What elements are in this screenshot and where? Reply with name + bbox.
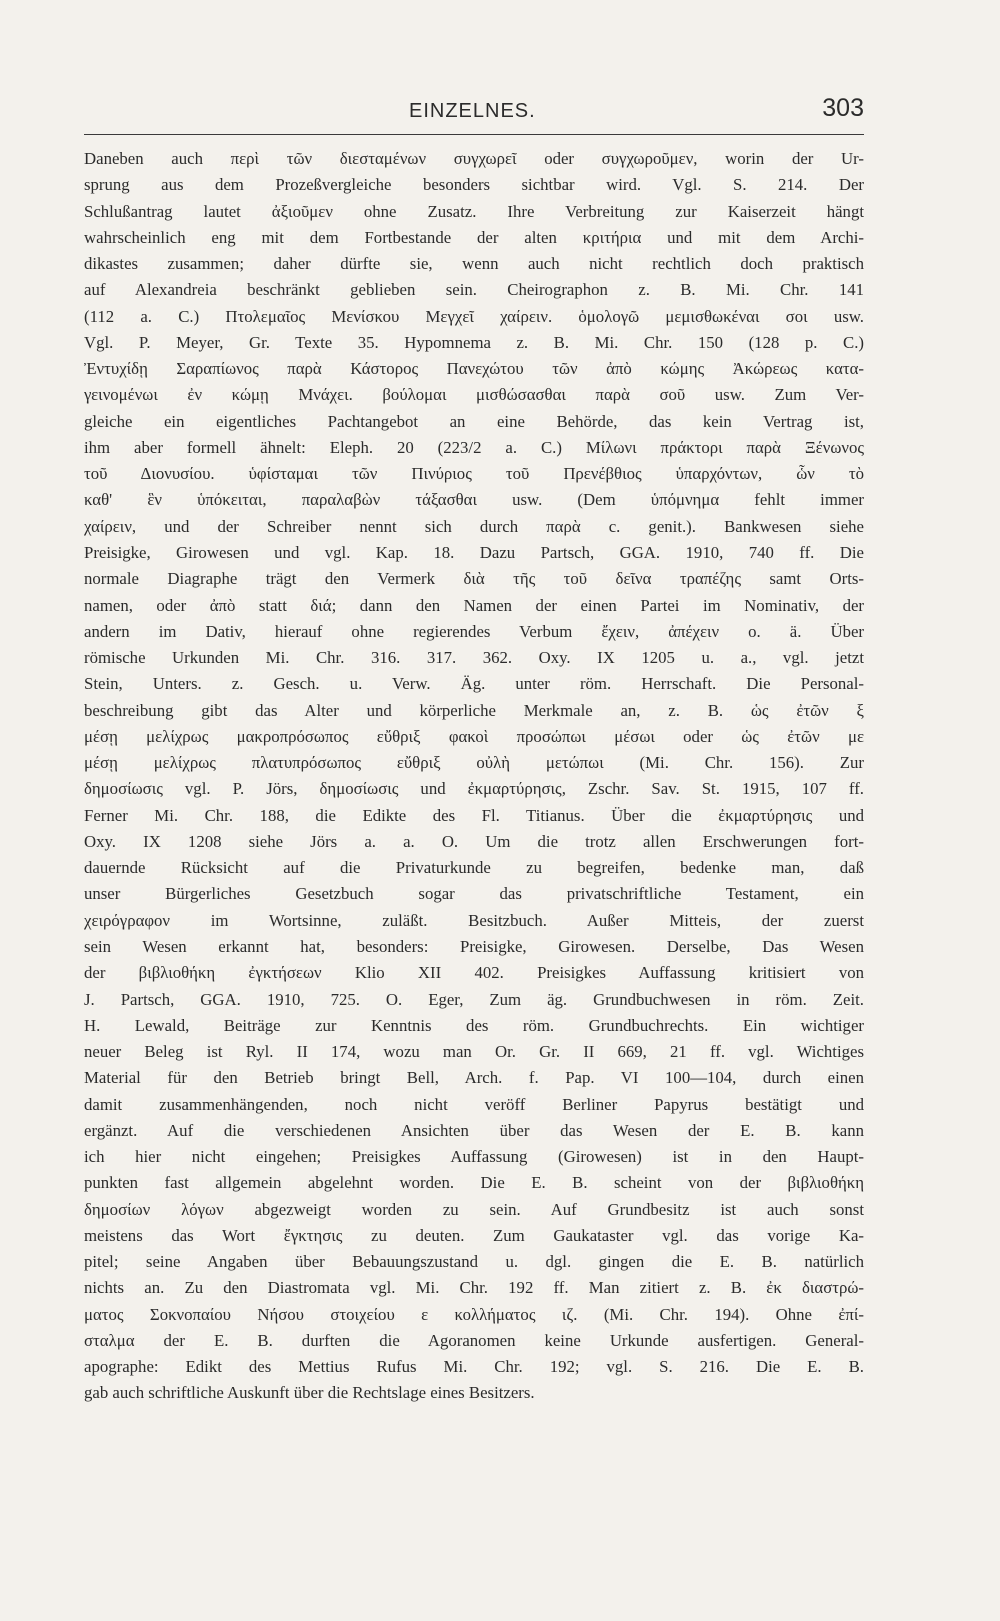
text-line: dauernde Rücksicht auf die Privaturkunde zu begreifen, bedenke man, daß <box>84 858 864 878</box>
text-line: Material für den Betrieb bringt Bell, Arch. f. Pap. VI 100—104, durch einen <box>84 1068 864 1088</box>
text-line: τοῦ Διονυσίου. ὑφίσταμαι τῶν Πινύριος τοῦ Πρενέβθιος ὑπαρχόντων, ὧν τὸ <box>84 464 864 484</box>
text-line: ματος Σοκνοπαίου Νήσου στοιχείου ε κολλήματος ιζ. (Mi. Chr. 194). Ohne ἐπί- <box>84 1304 864 1324</box>
text-line: μέσῃ μελίχρως πλατυπρόσωπος εὔθριξ οὐλὴ μετώπωι (Mi. Chr. 156). Zur <box>84 753 864 773</box>
text-line: der βιβλιοθήκη ἐγκτήσεων Klio XII 402. Preisigkes Auffassung kritisiert von <box>84 963 864 983</box>
text-line: normale Diagraphe trägt den Vermerk διὰ τῆς τοῦ δεῖνα τραπέζης samt Orts- <box>84 569 864 589</box>
text-line: Ἐντυχίδῃ Σαραπίωνος παρὰ Κάστορος Πανεχώτου τῶν ἀπὸ κώμης Ἀκώρεως κατα- <box>84 359 864 379</box>
text-line: Preisigke, Girowesen und vgl. Kap. 18. Dazu Partsch, GGA. 1910, 740 ff. Die <box>84 542 864 562</box>
text-line: J. Partsch, GGA. 1910, 725. O. Eger, Zum äg. Grundbuchwesen in röm. Zeit. <box>84 989 864 1009</box>
text-line: Oxy. IX 1208 siehe Jörs a. a. O. Um die trotz allen Erschwerungen fort- <box>84 831 864 851</box>
text-line: καθ' ἓν ὑπόκειται, παραλαβὼν τάξασθαι usw. (Dem ὑπόμνημα fehlt immer <box>84 490 864 510</box>
text-line: sein Wesen erkannt hat, besonders: Preisigke, Girowesen. Derselbe, Das Wesen <box>84 936 864 956</box>
text-line: χειρόγραφον im Wortsinne, zuläßt. Besitzbuch. Außer Mitteis, der zuerst <box>84 910 864 930</box>
text-line: meistens das Wort ἔγκτησις zu deuten. Zum Gaukataster vgl. das vorige Ka- <box>84 1225 864 1245</box>
text-line: apographe: Edikt des Mettius Rufus Mi. Chr. 192; vgl. S. 216. Die E. B. <box>84 1357 864 1377</box>
text-line: γεινομένωι ἐν κώμῃ Μνάχει. βούλομαι μισθώσασθαι παρὰ σοῦ usw. Zum Ver- <box>84 385 864 405</box>
text-line: punkten fast allgemein abgelehnt worden. Die E. B. scheint von der βιβλιοθήκη <box>84 1173 864 1193</box>
text-line: auf Alexandreia beschränkt geblieben sein. Cheirographon z. B. Mi. Chr. 141 <box>84 280 864 300</box>
text-line: ich hier nicht eingehen; Preisigkes Auffassung (Girowesen) ist in den Haupt- <box>84 1147 864 1167</box>
text-line: nichts an. Zu den Diastromata vgl. Mi. Chr. 192 ff. Man zitiert z. B. ἐκ διαστρώ- <box>84 1278 864 1298</box>
page-header <box>84 94 864 134</box>
text-line: gleiche ein eigentliches Pachtangebot an eine Behörde, das kein Vertrag ist, <box>84 411 864 431</box>
text-line: μέσῃ μελίχρως μακροπρόσωπος εὔθριξ φακοὶ προσώπωι μέσωι oder ὡς ἐτῶν με <box>84 726 864 746</box>
text-line: Vgl. P. Meyer, Gr. Texte 35. Hypomnema z. B. Mi. Chr. 150 (128 p. C.) <box>84 332 864 352</box>
text-line: δημοσίωσις vgl. P. Jörs, δημοσίωσις und ἐκμαρτύρησις, Zschr. Sav. St. 1915, 107 ff. <box>84 779 864 799</box>
text-line: wahrscheinlich eng mit dem Fortbestande der alten κριτήρια und mit dem Archi- <box>84 227 864 247</box>
text-line: beschreibung gibt das Alter und körperliche Merkmale an, z. B. ὡς ἐτῶν ξ <box>84 700 864 720</box>
page-number: 303 <box>822 94 864 122</box>
text-line: H. Lewald, Beiträge zur Kenntnis des röm. Grundbuchrechts. Ein wichtiger <box>84 1015 864 1035</box>
text-line: pitel; seine Angaben über Bebauungszustand u. dgl. gingen die E. B. natürlich <box>84 1252 864 1272</box>
text-line: gab auch schriftliche Auskunft über die Rechtslage eines Besitzers. <box>84 1383 535 1403</box>
text-line: δημοσίων λόγων abgezweigt worden zu sein. Auf Grundbesitz ist auch sonst <box>84 1199 864 1219</box>
text-line: römische Urkunden Mi. Chr. 316. 317. 362. Oxy. IX 1205 u. a., vgl. jetzt <box>84 648 864 668</box>
header-rule <box>84 134 864 135</box>
text-line: χαίρειν, und der Schreiber nennt sich durch παρὰ c. genit.). Bankwesen siehe <box>84 516 864 536</box>
text-line: dikastes zusammen; daher dürfte sie, wenn auch nicht rechtlich doch praktisch <box>84 254 864 274</box>
text-line: namen, oder ἀπὸ statt διά; dann den Namen der einen Partei im Nominativ, der <box>84 595 864 615</box>
text-line: sprung aus dem Prozeßvergleiche besonders sichtbar wird. Vgl. S. 214. Der <box>84 175 864 195</box>
text-line: Schlußantrag lautet ἀξιοῦμεν ohne Zusatz. Ihre Verbreitung zur Kaiserzeit hängt <box>84 201 864 221</box>
text-line: unser Bürgerliches Gesetzbuch sogar das privatschriftliche Testament, ein <box>84 884 864 904</box>
text-line: andern im Dativ, hierauf ohne regierendes Verbum ἔχειν, ἀπέχειν o. ä. Über <box>84 621 864 641</box>
text-line: ihm aber formell ähnelt: Eleph. 20 (223/2 a. C.) Μίλωνι πράκτορι παρὰ Ξένωνος <box>84 437 864 457</box>
text-line: ergänzt. Auf die verschiedenen Ansichten über das Wesen der E. B. kann <box>84 1120 864 1140</box>
text-line: Ferner Mi. Chr. 188, die Edikte des Fl. Titianus. Über die ἐκμαρτύρησις und <box>84 805 864 825</box>
body-text <box>84 146 864 1407</box>
running-title: EINZELNES. <box>409 100 536 122</box>
text-line: Stein, Unters. z. Gesch. u. Verw. Äg. unter röm. Herrschaft. Die Personal- <box>84 674 864 694</box>
text-line: σταλμα der E. B. durften die Agoranomen keine Urkunde ausfertigen. General- <box>84 1330 864 1350</box>
text-line: (112 a. C.) Πτολεμαῖος Μενίσκου Μεγχεῖ χαίρειν. ὁμολογῶ μεμισθωκέναι σοι usw. <box>84 306 864 326</box>
text-line: neuer Beleg ist Ryl. II 174, wozu man Or. Gr. II 669, 21 ff. vgl. Wichtiges <box>84 1042 864 1062</box>
text-line: damit zusammenhängenden, noch nicht veröff Berliner Papyrus bestätigt und <box>84 1094 864 1114</box>
text-line: Daneben auch περὶ τῶν διεσταμένων συγχωρεῖ oder συγχωροῦμεν, worin der Ur- <box>84 149 864 168</box>
